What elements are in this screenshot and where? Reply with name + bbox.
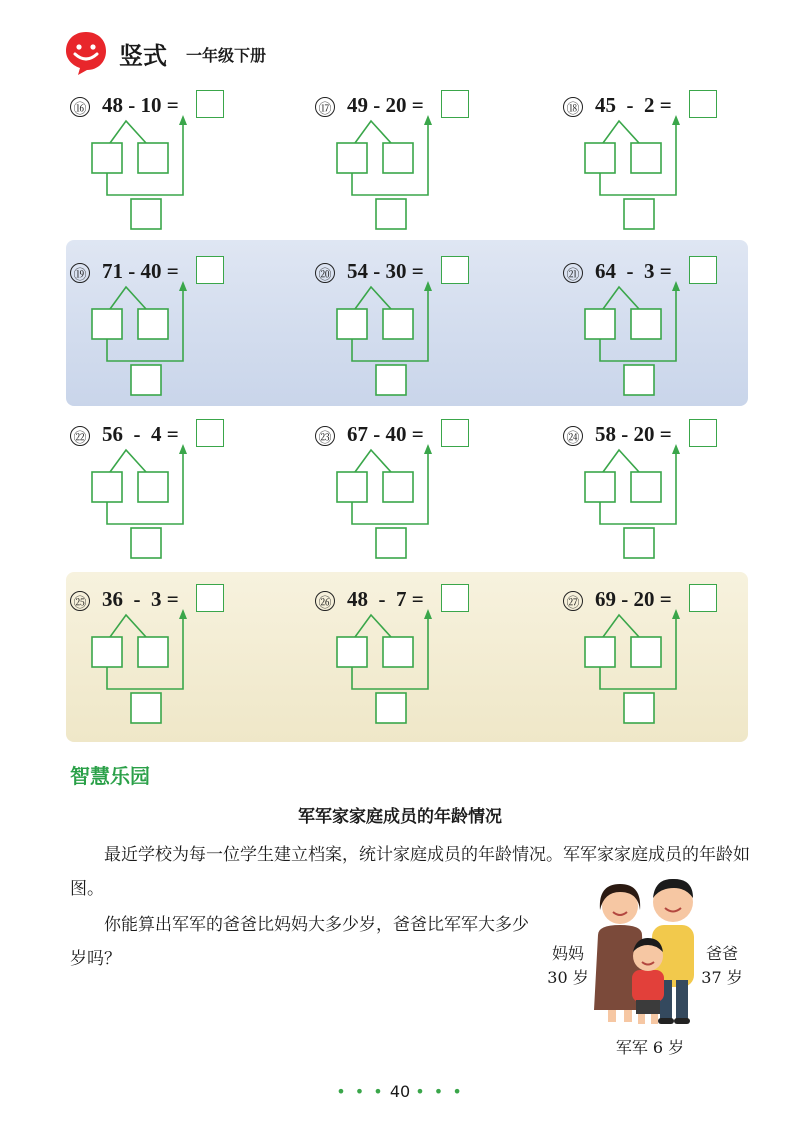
split-box-left[interactable] [92,309,122,339]
problem-20 [315,261,515,411]
partial-sum-box[interactable] [376,365,406,395]
story-title: 军军家家庭成员的年龄情况 [298,807,502,827]
split-box-right[interactable] [383,143,413,173]
split-box-left[interactable] [92,637,122,667]
split-box-right[interactable] [631,309,661,339]
equation: 49 - 20 = [347,93,424,117]
partial-sum-box[interactable] [624,693,654,723]
problem-27 [563,589,763,739]
page-number: 40 [389,1082,411,1101]
split-box-right[interactable] [138,472,168,502]
answer-box[interactable] [441,584,469,612]
problem-number: ⑯ [70,97,90,117]
problem-number: ⑱ [563,97,583,117]
equation: 48 - 10 = [102,93,179,117]
split-box-left[interactable] [337,472,367,502]
split-box-left[interactable] [337,637,367,667]
dad-name: 爸爸 [705,944,738,963]
garden-heading: 智慧乐园 [70,764,150,788]
problem-number: ㉖ [315,591,335,611]
partial-sum-box[interactable] [376,528,406,558]
answer-box[interactable] [441,419,469,447]
problem-number: ㉕ [70,591,90,611]
problem-23 [315,424,515,574]
split-box-left[interactable] [92,143,122,173]
answer-box[interactable] [196,419,224,447]
equation: 54 - 30 = [347,259,424,283]
problem-number: ㉓ [315,426,335,446]
jun-figure [632,938,664,1024]
split-box-right[interactable] [138,637,168,667]
problem-number: ㉗ [563,591,583,611]
mom-name: 妈妈 [551,944,584,963]
split-box-left[interactable] [337,309,367,339]
split-box-right[interactable] [631,143,661,173]
problem-25 [70,589,270,739]
mom-age-label [538,942,598,990]
problem-26 [315,589,515,739]
split-box-right[interactable] [631,637,661,667]
partial-sum-box[interactable] [376,199,406,229]
dad-age-label [692,942,752,990]
split-box-left[interactable] [585,309,615,339]
mom-age: 30 岁 [547,968,589,987]
split-box-right[interactable] [383,637,413,667]
split-box-right[interactable] [631,472,661,502]
jun-age-label: 军军 6 岁 [615,1038,685,1057]
split-box-right[interactable] [138,143,168,173]
problem-number: ㉒ [70,426,90,446]
story-paragraph-2: 你能算出军军的爸爸比妈妈大多少岁，爸爸比军军大多少岁吗？ [70,915,529,969]
equation: 48 - 7 = [347,587,424,611]
problem-number: ⑳ [315,263,335,283]
answer-box[interactable] [689,584,717,612]
page-footer [0,1082,800,1101]
answer-box[interactable] [196,90,224,118]
equation: 45 - 2 = [595,93,672,117]
answer-box[interactable] [689,256,717,284]
problem-21 [563,261,763,411]
equation: 67 - 40 = [347,422,424,446]
page-header [64,30,464,78]
equation: 56 - 4 = [102,422,179,446]
partial-sum-box[interactable] [131,528,161,558]
problem-24 [563,424,763,574]
section-title: 竖式 [119,42,167,70]
problem-18 [563,95,763,245]
answer-box[interactable] [689,419,717,447]
problem-19 [70,261,270,411]
dad-age: 37 岁 [701,968,743,987]
problem-number: ⑲ [70,263,90,283]
split-box-left[interactable] [585,637,615,667]
answer-box[interactable] [441,256,469,284]
equation: 64 - 3 = [595,259,672,283]
partial-sum-box[interactable] [624,528,654,558]
footer-dots-right: • • • [415,1082,464,1101]
answer-box[interactable] [196,256,224,284]
answer-box[interactable] [689,90,717,118]
smiley-icon [64,30,108,76]
problem-number: ㉑ [563,263,583,283]
split-box-left[interactable] [337,143,367,173]
partial-sum-box[interactable] [131,365,161,395]
split-box-left[interactable] [92,472,122,502]
problem-22 [70,424,270,574]
partial-sum-box[interactable] [376,693,406,723]
equation: 36 - 3 = [102,587,179,611]
equation: 69 - 20 = [595,587,672,611]
grade-subtitle: 一年级下册 [186,46,267,65]
partial-sum-box[interactable] [624,199,654,229]
split-box-right[interactable] [383,472,413,502]
problem-number: ⑰ [315,97,335,117]
answer-box[interactable] [441,90,469,118]
answer-box[interactable] [196,584,224,612]
split-box-left[interactable] [585,143,615,173]
partial-sum-box[interactable] [131,199,161,229]
partial-sum-box[interactable] [624,365,654,395]
partial-sum-box[interactable] [131,693,161,723]
problem-17 [315,95,515,245]
equation: 58 - 20 = [595,422,672,446]
story-paragraph-1: 最近学校为每一位学生建立档案，统计家庭成员的年龄情况。军军家家庭成员的年龄如图。 [70,845,750,899]
problem-number: ㉔ [563,426,583,446]
split-box-right[interactable] [138,309,168,339]
split-box-right[interactable] [383,309,413,339]
problem-16 [70,95,270,245]
footer-dots-left: • • • [336,1082,385,1101]
split-box-left[interactable] [585,472,615,502]
equation: 71 - 40 = [102,259,179,283]
